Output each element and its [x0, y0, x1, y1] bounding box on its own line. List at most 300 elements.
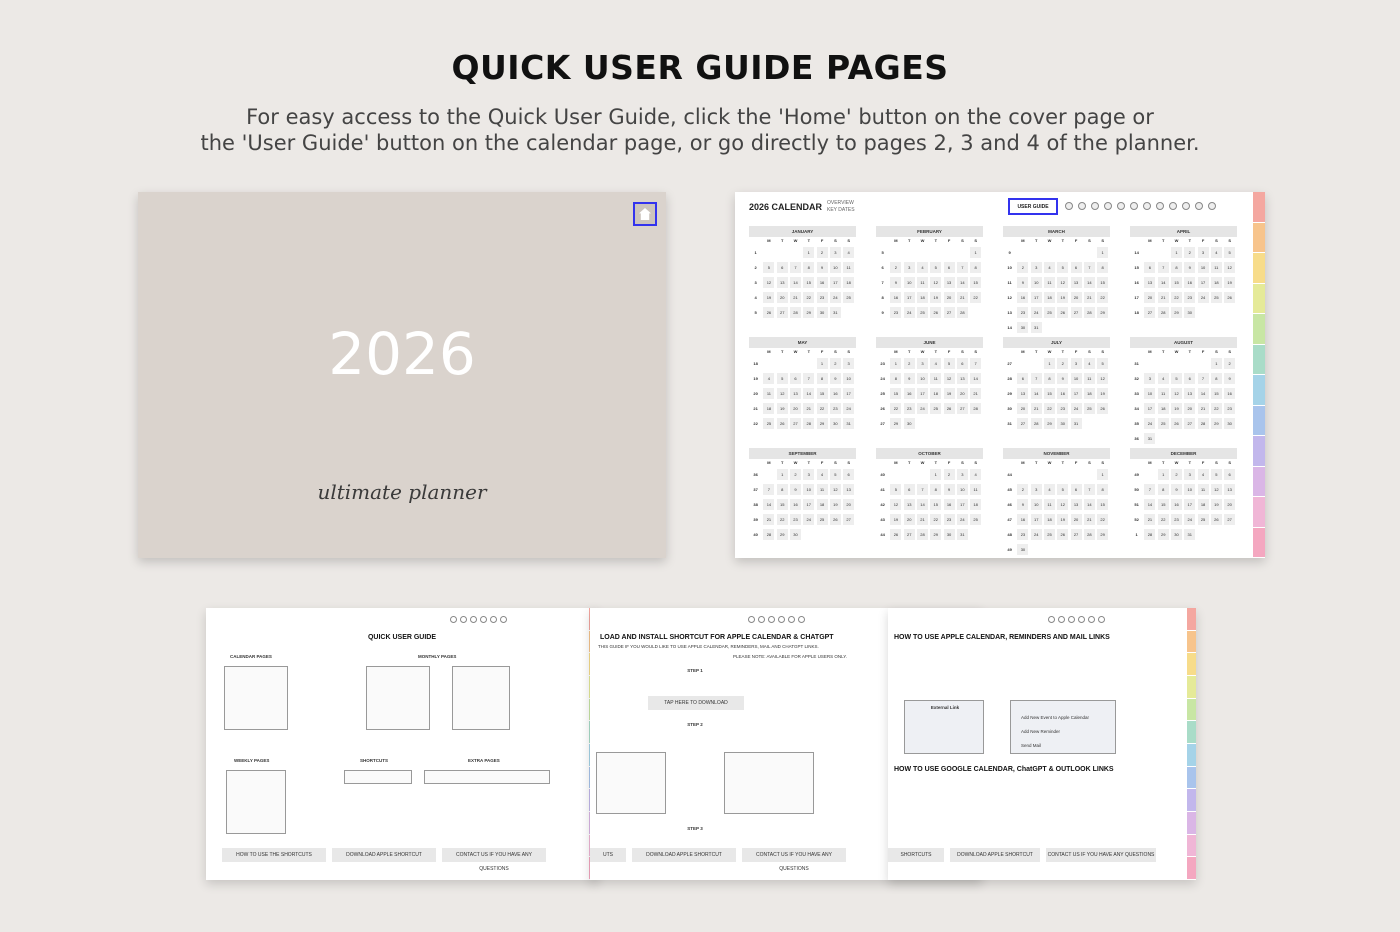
day-cell[interactable]: 30: [1057, 418, 1068, 429]
day-cell[interactable]: 10: [917, 373, 928, 384]
day-cell[interactable]: 10: [1031, 499, 1042, 510]
day-cell[interactable]: 19: [1057, 514, 1068, 525]
day-cell[interactable]: 19: [1097, 388, 1108, 399]
toolbar-icon[interactable]: [1048, 616, 1055, 623]
day-cell[interactable]: 5: [763, 262, 774, 273]
download-shortcut-button[interactable]: DOWNLOAD APPLE SHORTCUT: [632, 848, 736, 862]
day-cell[interactable]: 11: [930, 373, 941, 384]
toolbar-icon[interactable]: [1078, 616, 1085, 623]
day-cell[interactable]: 7: [917, 484, 928, 495]
month-tab[interactable]: [1187, 721, 1196, 744]
day-cell[interactable]: 30: [1171, 529, 1182, 540]
day-cell[interactable]: 27: [1017, 418, 1028, 429]
day-cell[interactable]: 17: [1031, 292, 1042, 303]
month-name[interactable]: MARCH: [1003, 226, 1110, 237]
day-cell[interactable]: 28: [1144, 529, 1155, 540]
day-cell[interactable]: 7: [1144, 484, 1155, 495]
day-cell[interactable]: 15: [1211, 388, 1222, 399]
week-number[interactable]: 5: [754, 310, 757, 315]
day-cell[interactable]: 11: [1211, 262, 1222, 273]
day-cell[interactable]: 1: [1158, 469, 1169, 480]
day-cell[interactable]: 31: [1071, 418, 1082, 429]
week-number[interactable]: 36: [1134, 436, 1139, 441]
day-cell[interactable]: 1: [817, 358, 828, 369]
day-cell[interactable]: 27: [1224, 514, 1235, 525]
day-cell[interactable]: 17: [1144, 403, 1155, 414]
week-number[interactable]: 14: [1007, 325, 1012, 330]
day-cell[interactable]: 18: [763, 403, 774, 414]
toolbar-icon[interactable]: [460, 616, 467, 623]
day-cell[interactable]: 3: [1198, 247, 1209, 258]
day-cell[interactable]: 18: [970, 499, 981, 510]
month-tab[interactable]: [1187, 608, 1196, 631]
day-cell[interactable]: 4: [763, 373, 774, 384]
day-cell[interactable]: 30: [817, 307, 828, 318]
week-number[interactable]: 20: [753, 391, 758, 396]
day-cell[interactable]: 29: [803, 307, 814, 318]
day-cell[interactable]: 30: [904, 418, 915, 429]
day-cell[interactable]: 24: [917, 403, 928, 414]
day-cell[interactable]: 26: [944, 403, 955, 414]
toolbar-icon[interactable]: [748, 616, 755, 623]
day-cell[interactable]: 19: [944, 388, 955, 399]
week-number[interactable]: 50: [1134, 487, 1139, 492]
day-cell[interactable]: 12: [930, 277, 941, 288]
day-cell[interactable]: 8: [1097, 484, 1108, 495]
day-cell[interactable]: 25: [817, 514, 828, 525]
day-cell[interactable]: 19: [1171, 403, 1182, 414]
day-cell[interactable]: 22: [1211, 403, 1222, 414]
week-number[interactable]: 16: [1134, 280, 1139, 285]
day-cell[interactable]: 1: [890, 358, 901, 369]
day-cell[interactable]: 14: [803, 388, 814, 399]
day-cell[interactable]: 6: [1224, 469, 1235, 480]
day-cell[interactable]: 3: [843, 358, 854, 369]
day-cell[interactable]: 13: [1184, 388, 1195, 399]
day-cell[interactable]: 1: [803, 247, 814, 258]
day-cell[interactable]: 17: [1198, 277, 1209, 288]
week-number[interactable]: 49: [1007, 547, 1012, 552]
day-cell[interactable]: 2: [1017, 484, 1028, 495]
day-cell[interactable]: 27: [1071, 307, 1082, 318]
week-number[interactable]: 6: [881, 265, 884, 270]
day-cell[interactable]: 9: [890, 277, 901, 288]
send-mail-item[interactable]: Send Mail: [1021, 743, 1042, 748]
week-number[interactable]: 1: [754, 250, 757, 255]
day-cell[interactable]: 8: [817, 373, 828, 384]
day-cell[interactable]: 21: [1031, 403, 1042, 414]
day-cell[interactable]: 10: [957, 484, 968, 495]
week-number[interactable]: 18: [1134, 310, 1139, 315]
day-cell[interactable]: 25: [970, 514, 981, 525]
day-cell[interactable]: 26: [890, 529, 901, 540]
day-cell[interactable]: 25: [763, 418, 774, 429]
day-cell[interactable]: 16: [817, 277, 828, 288]
cover-page[interactable]: [138, 192, 666, 558]
day-cell[interactable]: 6: [843, 469, 854, 480]
day-cell[interactable]: 1: [1044, 358, 1055, 369]
day-cell[interactable]: 1: [1171, 247, 1182, 258]
day-cell[interactable]: 28: [970, 403, 981, 414]
day-cell[interactable]: 27: [904, 529, 915, 540]
week-number[interactable]: 33: [1134, 391, 1139, 396]
month-tab[interactable]: [1187, 835, 1196, 858]
day-cell[interactable]: 27: [777, 307, 788, 318]
day-cell[interactable]: 20: [944, 292, 955, 303]
week-number[interactable]: 7: [881, 280, 884, 285]
month-tab[interactable]: [1253, 284, 1265, 315]
week-number[interactable]: 41: [880, 487, 885, 492]
day-cell[interactable]: 28: [1031, 418, 1042, 429]
month-tab[interactable]: [1253, 467, 1265, 498]
day-cell[interactable]: 8: [930, 484, 941, 495]
day-cell[interactable]: 27: [1071, 529, 1082, 540]
day-cell[interactable]: 25: [1158, 418, 1169, 429]
day-cell[interactable]: 17: [957, 499, 968, 510]
day-cell[interactable]: 1: [777, 469, 788, 480]
day-cell[interactable]: 28: [1084, 307, 1095, 318]
day-cell[interactable]: 27: [790, 418, 801, 429]
month-name[interactable]: JULY: [1003, 337, 1110, 348]
day-cell[interactable]: 5: [930, 262, 941, 273]
day-cell[interactable]: 6: [904, 484, 915, 495]
day-cell[interactable]: 22: [803, 292, 814, 303]
month-name[interactable]: SEPTEMBER: [749, 448, 856, 459]
month-tab[interactable]: [1187, 812, 1196, 835]
day-cell[interactable]: 1: [1097, 469, 1108, 480]
toolbar-icon[interactable]: [470, 616, 477, 623]
day-cell[interactable]: 15: [1044, 388, 1055, 399]
day-cell[interactable]: 26: [1171, 418, 1182, 429]
day-cell[interactable]: 19: [830, 499, 841, 510]
day-cell[interactable]: 4: [970, 469, 981, 480]
day-cell[interactable]: 23: [1017, 307, 1028, 318]
day-cell[interactable]: 11: [843, 262, 854, 273]
add-event-item[interactable]: Add New Event to Apple Calendar: [1021, 715, 1090, 720]
week-number[interactable]: 2: [754, 265, 757, 270]
day-cell[interactable]: 10: [1198, 262, 1209, 273]
day-cell[interactable]: 14: [763, 499, 774, 510]
week-number[interactable]: 39: [753, 517, 758, 522]
day-cell[interactable]: 24: [830, 292, 841, 303]
day-cell[interactable]: 3: [1184, 469, 1195, 480]
day-cell[interactable]: 15: [1171, 277, 1182, 288]
day-cell[interactable]: 26: [1224, 292, 1235, 303]
day-cell[interactable]: 12: [944, 373, 955, 384]
day-cell[interactable]: 2: [790, 469, 801, 480]
day-cell[interactable]: 2: [890, 262, 901, 273]
day-cell[interactable]: 5: [777, 373, 788, 384]
day-cell[interactable]: 2: [1171, 469, 1182, 480]
week-number[interactable]: 40: [880, 472, 885, 477]
day-cell[interactable]: 30: [1224, 418, 1235, 429]
day-cell[interactable]: 29: [1097, 307, 1108, 318]
day-cell[interactable]: 14: [957, 277, 968, 288]
week-number[interactable]: 26: [880, 406, 885, 411]
day-cell[interactable]: 9: [1057, 373, 1068, 384]
day-cell[interactable]: 31: [843, 418, 854, 429]
day-cell[interactable]: 2: [1224, 358, 1235, 369]
week-number[interactable]: 29: [1007, 391, 1012, 396]
tap-to-download-button[interactable]: TAP HERE TO DOWNLOAD: [648, 696, 744, 710]
day-cell[interactable]: 19: [1211, 499, 1222, 510]
key-dates-link[interactable]: KEY DATES: [827, 207, 855, 213]
week-number[interactable]: 18: [753, 361, 758, 366]
day-cell[interactable]: 26: [930, 307, 941, 318]
day-cell[interactable]: 10: [904, 277, 915, 288]
day-cell[interactable]: 5: [1211, 469, 1222, 480]
day-cell[interactable]: 31: [1184, 529, 1195, 540]
week-number[interactable]: 51: [1134, 502, 1139, 507]
day-cell[interactable]: 5: [830, 469, 841, 480]
month-name[interactable]: FEBRUARY: [876, 226, 983, 237]
toolbar-icon[interactable]: [1058, 616, 1065, 623]
toolbar-icon[interactable]: [480, 616, 487, 623]
day-cell[interactable]: 10: [843, 373, 854, 384]
month-name[interactable]: OCTOBER: [876, 448, 983, 459]
day-cell[interactable]: 7: [957, 262, 968, 273]
day-cell[interactable]: 1: [1097, 247, 1108, 258]
day-cell[interactable]: 23: [1224, 403, 1235, 414]
month-tab[interactable]: [1187, 676, 1196, 699]
day-cell[interactable]: 2: [817, 247, 828, 258]
day-cell[interactable]: 18: [930, 388, 941, 399]
week-number[interactable]: 14: [1134, 250, 1139, 255]
day-cell[interactable]: 29: [1171, 307, 1182, 318]
day-cell[interactable]: 4: [930, 358, 941, 369]
day-cell[interactable]: 25: [1211, 292, 1222, 303]
day-cell[interactable]: 26: [1057, 529, 1068, 540]
day-cell[interactable]: 24: [1031, 307, 1042, 318]
week-number[interactable]: 3: [754, 280, 757, 285]
day-cell[interactable]: 29: [930, 529, 941, 540]
day-cell[interactable]: 10: [1031, 277, 1042, 288]
day-cell[interactable]: 8: [970, 262, 981, 273]
day-cell[interactable]: 1: [1211, 358, 1222, 369]
day-cell[interactable]: 22: [930, 514, 941, 525]
day-cell[interactable]: 16: [944, 499, 955, 510]
day-cell[interactable]: 10: [1144, 388, 1155, 399]
day-cell[interactable]: 11: [817, 484, 828, 495]
month-name[interactable]: MAY: [749, 337, 856, 348]
day-cell[interactable]: 9: [1017, 499, 1028, 510]
day-cell[interactable]: 25: [917, 307, 928, 318]
day-cell[interactable]: 18: [843, 277, 854, 288]
day-cell[interactable]: 15: [1158, 499, 1169, 510]
toolbar-icon[interactable]: [1088, 616, 1095, 623]
week-number[interactable]: 8: [881, 295, 884, 300]
day-cell[interactable]: 2: [1184, 247, 1195, 258]
day-cell[interactable]: 26: [1097, 403, 1108, 414]
day-cell[interactable]: 10: [830, 262, 841, 273]
day-cell[interactable]: 11: [970, 484, 981, 495]
day-cell[interactable]: 13: [1224, 484, 1235, 495]
day-cell[interactable]: 8: [1097, 262, 1108, 273]
day-cell[interactable]: 18: [1044, 514, 1055, 525]
week-number[interactable]: 11: [1007, 280, 1012, 285]
day-cell[interactable]: 25: [930, 403, 941, 414]
day-cell[interactable]: 6: [944, 262, 955, 273]
day-cell[interactable]: 3: [1071, 358, 1082, 369]
day-cell[interactable]: 21: [803, 403, 814, 414]
day-cell[interactable]: 20: [1224, 499, 1235, 510]
day-cell[interactable]: 11: [917, 277, 928, 288]
day-cell[interactable]: 21: [917, 514, 928, 525]
week-number[interactable]: 32: [1134, 376, 1139, 381]
day-cell[interactable]: 2: [1057, 358, 1068, 369]
month-tab[interactable]: [1187, 631, 1196, 654]
day-cell[interactable]: 29: [1097, 529, 1108, 540]
day-cell[interactable]: 24: [1071, 403, 1082, 414]
day-cell[interactable]: 8: [1171, 262, 1182, 273]
month-tab[interactable]: [1253, 528, 1265, 559]
week-number[interactable]: 46: [1007, 502, 1012, 507]
day-cell[interactable]: 18: [1044, 292, 1055, 303]
week-number[interactable]: 27: [880, 421, 885, 426]
week-number[interactable]: 12: [1007, 295, 1012, 300]
day-cell[interactable]: 20: [1184, 403, 1195, 414]
day-cell[interactable]: 23: [790, 514, 801, 525]
day-cell[interactable]: 28: [803, 418, 814, 429]
day-cell[interactable]: 23: [1057, 403, 1068, 414]
toolbar-icon[interactable]: [1098, 616, 1105, 623]
day-cell[interactable]: 20: [1071, 292, 1082, 303]
day-cell[interactable]: 15: [1097, 277, 1108, 288]
day-cell[interactable]: 27: [957, 403, 968, 414]
calendar-page[interactable]: [735, 192, 1265, 558]
day-cell[interactable]: 23: [904, 403, 915, 414]
week-number[interactable]: 24: [880, 376, 885, 381]
month-tab[interactable]: [1187, 767, 1196, 790]
month-tabs[interactable]: [1253, 192, 1265, 558]
day-cell[interactable]: 17: [843, 388, 854, 399]
week-number[interactable]: 48: [1007, 532, 1012, 537]
day-cell[interactable]: 25: [1198, 514, 1209, 525]
day-cell[interactable]: 22: [1158, 514, 1169, 525]
month-tab[interactable]: [1187, 857, 1196, 880]
week-number[interactable]: 45: [1007, 487, 1012, 492]
day-cell[interactable]: 30: [790, 529, 801, 540]
day-cell[interactable]: 13: [790, 388, 801, 399]
day-cell[interactable]: 14: [790, 277, 801, 288]
day-cell[interactable]: 15: [803, 277, 814, 288]
day-cell[interactable]: 5: [1097, 358, 1108, 369]
week-number[interactable]: 49: [1134, 472, 1139, 477]
day-cell[interactable]: 29: [1044, 418, 1055, 429]
day-cell[interactable]: 16: [790, 499, 801, 510]
day-cell[interactable]: 20: [843, 499, 854, 510]
day-cell[interactable]: 30: [830, 418, 841, 429]
day-cell[interactable]: 31: [957, 529, 968, 540]
week-number[interactable]: 15: [1134, 265, 1139, 270]
week-number[interactable]: 35: [1134, 421, 1139, 426]
day-cell[interactable]: 31: [1031, 322, 1042, 333]
day-cell[interactable]: 29: [777, 529, 788, 540]
day-cell[interactable]: 12: [763, 277, 774, 288]
day-cell[interactable]: 20: [1071, 514, 1082, 525]
day-cell[interactable]: 23: [817, 292, 828, 303]
day-cell[interactable]: 16: [1017, 292, 1028, 303]
day-cell[interactable]: 2: [904, 358, 915, 369]
week-number[interactable]: 23: [880, 361, 885, 366]
day-cell[interactable]: 9: [1017, 277, 1028, 288]
day-cell[interactable]: 28: [1198, 418, 1209, 429]
day-cell[interactable]: 9: [1184, 262, 1195, 273]
day-cell[interactable]: 23: [944, 514, 955, 525]
day-cell[interactable]: 16: [830, 388, 841, 399]
day-cell[interactable]: 10: [1184, 484, 1195, 495]
toolbar-icon[interactable]: [758, 616, 765, 623]
day-cell[interactable]: 4: [1158, 373, 1169, 384]
day-cell[interactable]: 7: [790, 262, 801, 273]
shortcuts-button[interactable]: UTS: [590, 848, 626, 862]
day-cell[interactable]: 6: [1184, 373, 1195, 384]
day-cell[interactable]: 7: [1198, 373, 1209, 384]
how-to-use-shortcuts-button[interactable]: HOW TO USE THE SHORTCUTS: [222, 848, 326, 862]
day-cell[interactable]: 15: [930, 499, 941, 510]
download-shortcut-button[interactable]: DOWNLOAD APPLE SHORTCUT: [950, 848, 1040, 862]
day-cell[interactable]: 23: [890, 307, 901, 318]
day-cell[interactable]: 15: [777, 499, 788, 510]
day-cell[interactable]: 3: [1031, 262, 1042, 273]
day-cell[interactable]: 10: [803, 484, 814, 495]
add-reminder-item[interactable]: Add New Reminder: [1021, 729, 1061, 734]
toolbar-icon[interactable]: [450, 616, 457, 623]
day-cell[interactable]: 14: [1084, 499, 1095, 510]
week-number[interactable]: 4: [754, 295, 757, 300]
toolbar-icon[interactable]: [1065, 202, 1073, 210]
shortcuts-button[interactable]: SHORTCUTS: [888, 848, 944, 862]
day-cell[interactable]: 29: [1211, 418, 1222, 429]
month-tab[interactable]: [1253, 314, 1265, 345]
day-cell[interactable]: 7: [970, 358, 981, 369]
day-cell[interactable]: 9: [790, 484, 801, 495]
day-cell[interactable]: 26: [1211, 514, 1222, 525]
day-cell[interactable]: 16: [1017, 514, 1028, 525]
day-cell[interactable]: 6: [957, 358, 968, 369]
day-cell[interactable]: 14: [1084, 277, 1095, 288]
month-name[interactable]: DECEMBER: [1130, 448, 1237, 459]
day-cell[interactable]: 4: [1198, 469, 1209, 480]
day-cell[interactable]: 3: [830, 247, 841, 258]
week-number[interactable]: 19: [753, 376, 758, 381]
day-cell[interactable]: 25: [843, 292, 854, 303]
month-tab[interactable]: [1253, 436, 1265, 467]
day-cell[interactable]: 22: [817, 403, 828, 414]
day-cell[interactable]: 4: [843, 247, 854, 258]
day-cell[interactable]: 4: [1044, 484, 1055, 495]
day-cell[interactable]: 5: [1057, 484, 1068, 495]
week-number[interactable]: 36: [753, 472, 758, 477]
week-number[interactable]: 1: [1135, 532, 1138, 537]
day-cell[interactable]: 2: [830, 358, 841, 369]
day-cell[interactable]: 18: [1211, 277, 1222, 288]
day-cell[interactable]: 11: [1044, 277, 1055, 288]
day-cell[interactable]: 30: [1017, 322, 1028, 333]
day-cell[interactable]: 13: [957, 373, 968, 384]
toolbar-icon[interactable]: [1182, 202, 1190, 210]
day-cell[interactable]: 21: [1158, 292, 1169, 303]
day-cell[interactable]: 1: [970, 247, 981, 258]
day-cell[interactable]: 20: [1017, 403, 1028, 414]
day-cell[interactable]: 18: [1084, 388, 1095, 399]
user-guide-button[interactable]: USER GUIDE: [1008, 198, 1058, 215]
month-tab[interactable]: [1253, 253, 1265, 284]
day-cell[interactable]: 4: [1084, 358, 1095, 369]
guide-page-1[interactable]: [206, 608, 598, 880]
day-cell[interactable]: 9: [944, 484, 955, 495]
day-cell[interactable]: 19: [890, 514, 901, 525]
